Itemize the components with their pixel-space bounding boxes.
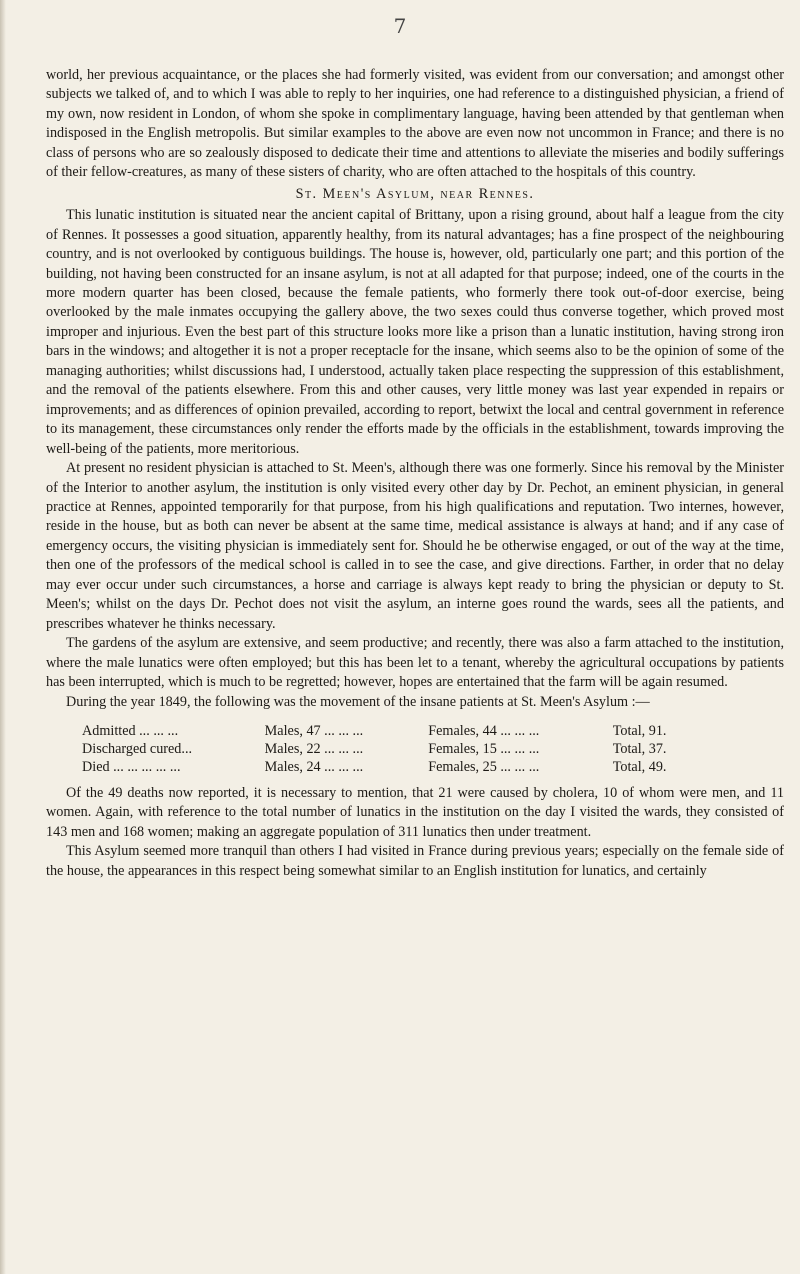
females-cell: Females, 25 ... ... ... [428, 758, 540, 775]
section-heading: St. Meen's Asylum, near Rennes. [295, 185, 535, 202]
patient-movement-table [82, 722, 702, 776]
page-body [46, 66, 784, 881]
males-cell: Males, 24 ... ... ... [264, 758, 364, 775]
paragraph-continued: world, her previous acquaintance, or the places she had formerly visited, was evident from our conversation; and amongst other subjects we talked of, and to which I was able to reply to her inquiries, one had reference to a distinguished physician, a friend of my own, now resident in London, of whom she spoke in complimentary language, having been attended by that gentleman when indisposed in the English metropolis. But similar examples to the above are even now not uncommon in France; and there is no class of persons who are so zealously disposed to dedicate their time and attentions to alleviate the miseries and bodily sufferings of their fellow-creatures, as many of these sisters of charity, who are often attached to the hospitals of this country. [46, 67, 784, 181]
paragraph: The gardens of the asylum are extensive, and seem productive; and recently, there was also a farm attached to the institution, where the male lunatics were often employed; but this has been let to a tenant, whereby the agricultural occupations by patients has been interrupted, which is much to be regretted; however, hopes are entertained that the farm will be again resumed. [46, 635, 784, 691]
paragraph: At present no resident physician is attached to St. Meen's, although there was one formerly. Since his removal by the Minister of the Interior to another asylum, the institution is only visited every other day by Dr. Pechot, an eminent physician, in general practice at Rennes, appointed temporarily for that purpose, from his high qualifications and reputation. Two internes, however, reside in the house, but as both can never be absent at the same time, medical assistance is always at hand; and if any case of emergency occurs, the visiting physician is immediately sent for. Should he be otherwise engaged, or out of the way at the time, then one of the professors of the medical school is called in to see the case, and give directions. Farther, in order that no delay may ever occur under such circumstances, a horse and carriage is always kept ready to bring the physician or deputy to St. Meen's; whilst on the days Dr. Pechot does not visit the asylum, an interne goes round the wards, sees all the patients, and prescribes whatever he thinks necessary. [46, 460, 784, 632]
paragraph: Of the 49 deaths now reported, it is necessary to mention, that 21 were caused by cholera, 10 of whom were men, and 11 women. Again, with reference to the total number of lunatics in the institution on the day I visited the wards, they consisted of 143 men and 168 women; making an aggregate population of 311 lunatics then under treatment. [46, 784, 784, 840]
males-cell: Males, 47 ... ... ... [264, 722, 364, 739]
page-edge-shadow [0, 0, 6, 1274]
females-cell: Females, 44 ... ... ... [428, 722, 540, 739]
males-cell: Males, 22 ... ... ... [264, 740, 364, 757]
paragraph: This Asylum seemed more tranquil than others I had visited in France during previous years; especially on the female side of the house, the appearances in this respect being somewhat similar to an English institution for lunatics, and certainly [46, 843, 784, 879]
females-cell: Females, 15 ... ... ... [428, 740, 540, 757]
table-row [82, 740, 702, 758]
row-label: Died ... ... ... ... ... [82, 758, 181, 775]
table-row [82, 722, 702, 740]
total-cell: Total, 49. [612, 758, 667, 775]
total-cell: Total, 91. [612, 722, 667, 739]
page-number: 7 [393, 14, 407, 38]
row-label: Admitted ... ... ... [82, 722, 179, 739]
row-label: Discharged cured... [82, 740, 193, 757]
paragraph: During the year 1849, the following was the movement of the insane patients at St. Meen's Asylum :— [66, 693, 650, 710]
paragraph: This lunatic institution is situated near the ancient capital of Brittany, upon a rising ground, about half a league from the city of Rennes. It possesses a good situation, apparently healthy, from its natural advantages; has a fine prospect of the neighbouring country, and is not overlooked by contiguous buildings. The house is, however, old, particularly one part; and this portion of the building, not having been constructed for an insane asylum, is not at all adapted for that purpose; indeed, one of the courts in the more modern quarter has been closed, because the female patients, who formerly there took out-of-door exercise, being overlooked by the male inmates occupying the gallery above, the two sexes could thus converse together, which proved most improper and injurious. Even the best part of this structure looks more like a prison than a lunatic institution, having strong iron bars in the windows; and altogether it is not a proper receptacle for the insane, which seems also to be the opinion of some of the managing authorities; whilst discussions had, I understood, actually taken place respecting the suppression of this establishment, and the removal of the patients elsewhere. From this and other causes, very little money was last year expended in repairs or improvements; and as differences of opinion prevailed, according to report, betwixt the local and central government in reference to its management, these circumstances only render the efforts made by the officials in the establishment, towards improving the well-being of the patients, more meritorious. [46, 207, 784, 457]
table-row [82, 758, 702, 776]
total-cell: Total, 37. [612, 740, 667, 757]
